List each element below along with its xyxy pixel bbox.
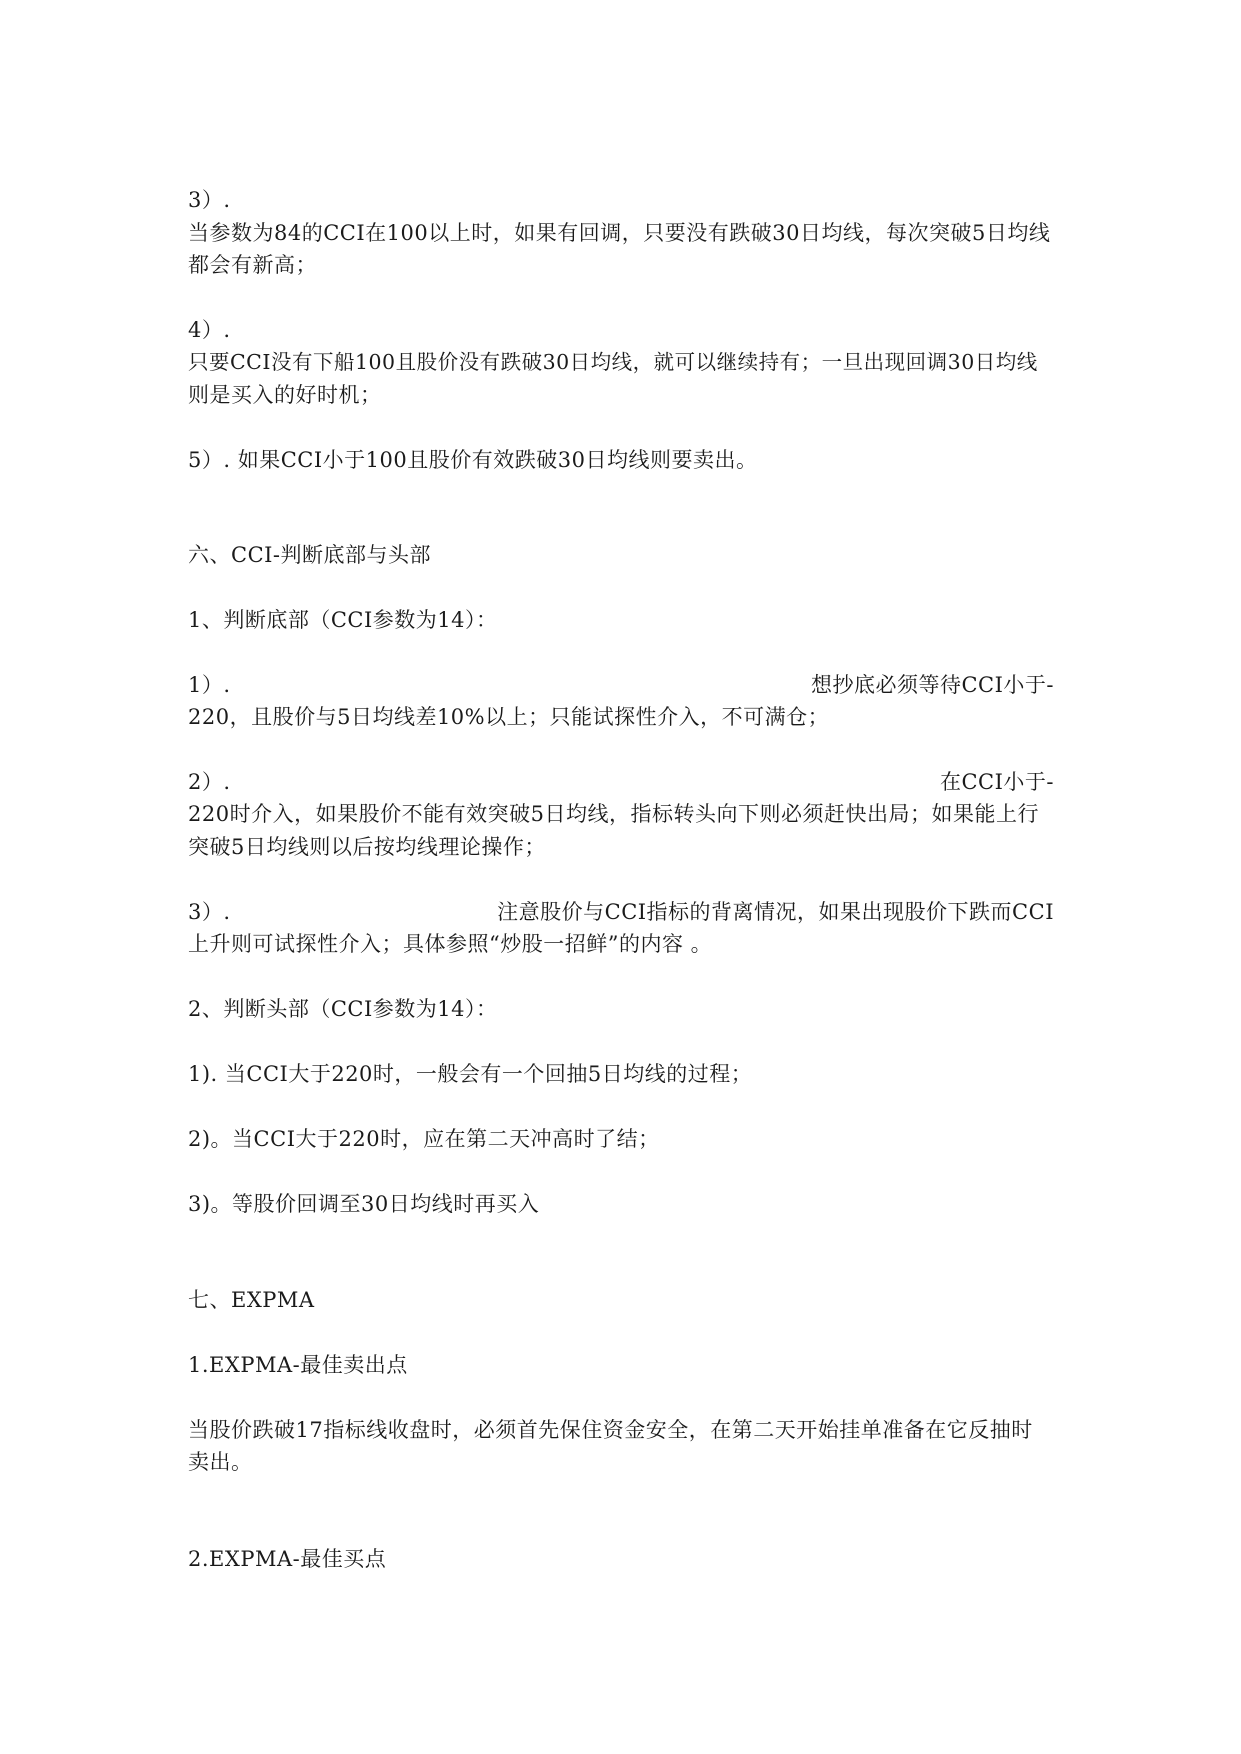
bottom-item-2-line-2: 220时介入，如果股价不能有效突破5日均线，指标转头向下则必须赶快出局；如果能上行 (188, 802, 1039, 826)
bottom-item-2-line-1 (188, 770, 1054, 795)
item-4-text-line-2: 则是买入的好时机； (188, 383, 382, 407)
bottom-item-3-text: 注意股价与CCI指标的背离情况，如果出现股价下跌而CCI (497, 900, 1054, 924)
bottom-item-3-line-1 (188, 900, 1054, 925)
section-6-heading: 六、CCI-判断底部与头部 (188, 543, 432, 567)
bottom-item-1-number: 1）. (188, 673, 231, 697)
section-7-heading: 七、EXPMA (188, 1288, 315, 1312)
bottom-item-1-text: 想抄底必须等待CCI小于- (810, 673, 1054, 697)
bottom-item-3-number: 3）. (188, 900, 231, 924)
item-5-text: 5）. 如果CCI小于100且股价有效跌破30日均线则要卖出。 (188, 448, 758, 472)
expma-sell-text-line-2: 卖出。 (188, 1450, 253, 1474)
top-item-3: 3)。等股价回调至30日均线时再买入 (188, 1192, 540, 1216)
bottom-item-2-line-3: 突破5日均线则以后按均线理论操作； (188, 835, 546, 859)
bottom-judgement-heading: 1、判断底部（CCI参数为14）： (188, 608, 498, 632)
bottom-item-1-line-2: 220，且股价与5日均线差10%以上；只能试探性介入，不可满仓； (188, 705, 830, 729)
top-item-2: 2)。当CCI大于220时，应在第二天冲高时了结； (188, 1127, 660, 1151)
document-page (188, 0, 1054, 1754)
bottom-item-2-number: 2）. (188, 770, 231, 794)
top-judgement-heading: 2、判断头部（CCI参数为14）： (188, 997, 498, 1021)
expma-sell-text-line-1: 当股价跌破17指标线收盘时，必须首先保住资金安全，在第二天开始挂单准备在它反抽时 (188, 1418, 1033, 1442)
expma-buy-heading: 2.EXPMA-最佳买点 (188, 1547, 387, 1571)
top-item-1: 1). 当CCI大于220时，一般会有一个回抽5日均线的过程； (188, 1062, 753, 1086)
item-4-text-line-1: 只要CCI没有下船100且股价没有跌破30日均线，就可以继续持有；一旦出现回调30日均线 (188, 350, 1038, 374)
bottom-item-1-line-1 (188, 673, 1054, 698)
expma-sell-heading: 1.EXPMA-最佳卖出点 (188, 1353, 408, 1377)
item-3-number: 3）. (188, 188, 231, 212)
item-3-text-line-1: 当参数为84的CCI在100以上时，如果有回调，只要没有跌破30日均线，每次突破5日均线 (188, 221, 1051, 245)
item-4-number: 4）. (188, 318, 231, 342)
bottom-item-3-line-2: 上升则可试探性介入；具体参照“炒股一招鲜”的内容 。 (188, 932, 713, 956)
item-3-text-line-2: 都会有新高； (188, 253, 317, 277)
bottom-item-2-text: 在CCI小于- (939, 770, 1054, 794)
